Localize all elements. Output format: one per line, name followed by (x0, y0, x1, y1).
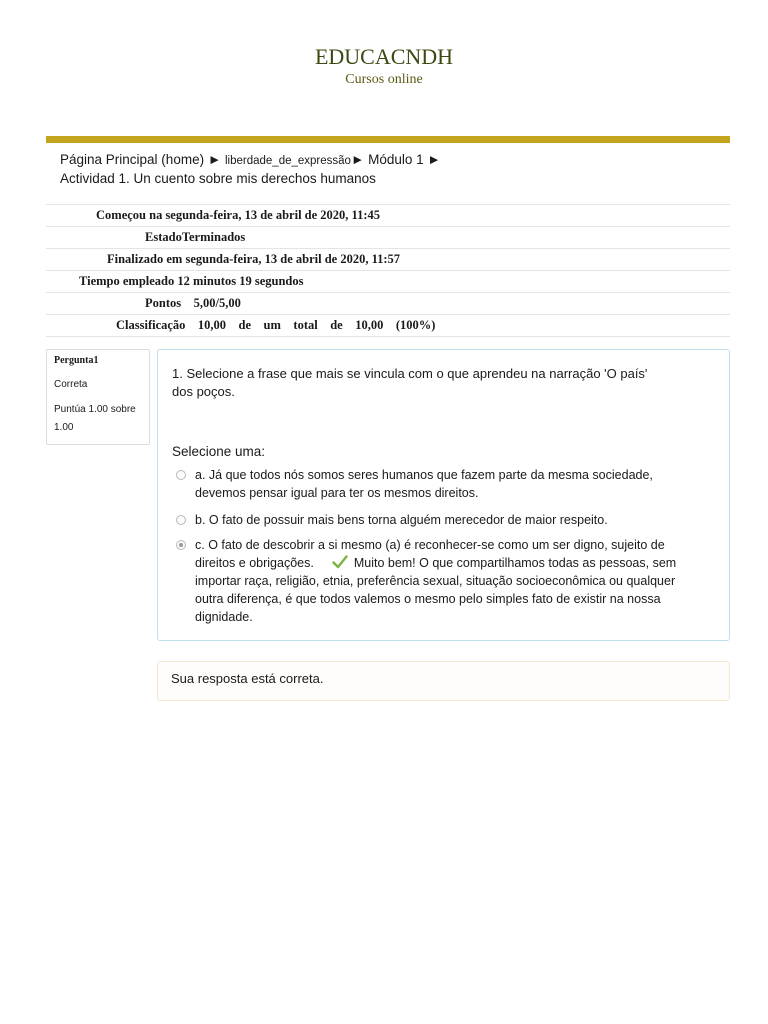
radio-c-selected[interactable] (176, 540, 186, 550)
summary-started: Começou na segunda-feira, 13 de abril de 2020, 11:45 (46, 204, 730, 226)
breadcrumb-course[interactable]: liberdade_de_expressão (224, 155, 351, 167)
radio-a[interactable] (176, 470, 186, 480)
question-text: 1. Selecione a frase que mais se vincula com o que aprendeu na narração 'O país' dos poços. (172, 366, 648, 399)
question-state: Correta (54, 379, 88, 390)
summary-grade: Classificação 10,00 de um total de 10,00 (100%) (46, 314, 730, 337)
answer-prompt: Selecione uma: (172, 444, 266, 459)
breadcrumb-activity[interactable]: Actividad 1. Un cuento sobre mis derechos humanos (60, 171, 376, 186)
breadcrumb-separator: ► (207, 152, 222, 167)
summary-finished: Finalizado em segunda-feira, 13 de abril de 2020, 11:57 (46, 248, 730, 270)
breadcrumb-module[interactable]: Módulo 1 (368, 152, 424, 167)
site-tagline: Cursos online (345, 72, 423, 87)
site-header (0, 44, 768, 88)
site-name[interactable]: EDUCACNDH (314, 44, 454, 69)
answer-a-text: a. Já que todos nós somos seres humanos que fazem parte da mesma sociedade, devemos pensar igual para ter os mesmos direitos. (195, 468, 653, 500)
attempt-summary (46, 204, 730, 337)
summary-time-taken: Tiempo empleado 12 minutos 19 segundos (46, 270, 730, 292)
answer-c-feedback: Muito bem! O que compartilhamos todas as pessoas, sem importar raça, religião, etnia, preferência sexual, situação socioeconômica ou qualquer outra diferença, é que todos valemos o mesmo pelo simples fato de existir na nossa dignidade. (195, 556, 677, 624)
feedback-box (157, 661, 730, 701)
summary-marks: Pontos 5,00/5,00 (46, 292, 730, 314)
question-info (46, 349, 150, 445)
header-divider (46, 136, 730, 143)
question-grade: Puntúa 1.00 sobre 1.00 (54, 404, 136, 433)
breadcrumb-separator: ► (350, 152, 365, 167)
feedback-text: Sua resposta está correta. (171, 671, 324, 686)
breadcrumb (60, 151, 720, 188)
radio-b[interactable] (176, 515, 186, 525)
answer-c-text: c. O fato de descobrir a si mesmo (a) é reconhecer-se como um ser digno, sujeito de direitos e obrigações. (195, 538, 665, 570)
answer-b-text: b. O fato de possuir mais bens torna alguém merecedor de maior respeito. (195, 513, 608, 527)
answer-c-content (195, 536, 677, 626)
question-content (157, 349, 730, 641)
check-icon (332, 555, 348, 569)
breadcrumb-separator: ► (427, 152, 441, 167)
question-number: Pergunta1 (54, 355, 99, 366)
breadcrumb-home[interactable]: Página Principal (home) (60, 152, 205, 167)
summary-state: EstadoTerminados (46, 226, 730, 248)
